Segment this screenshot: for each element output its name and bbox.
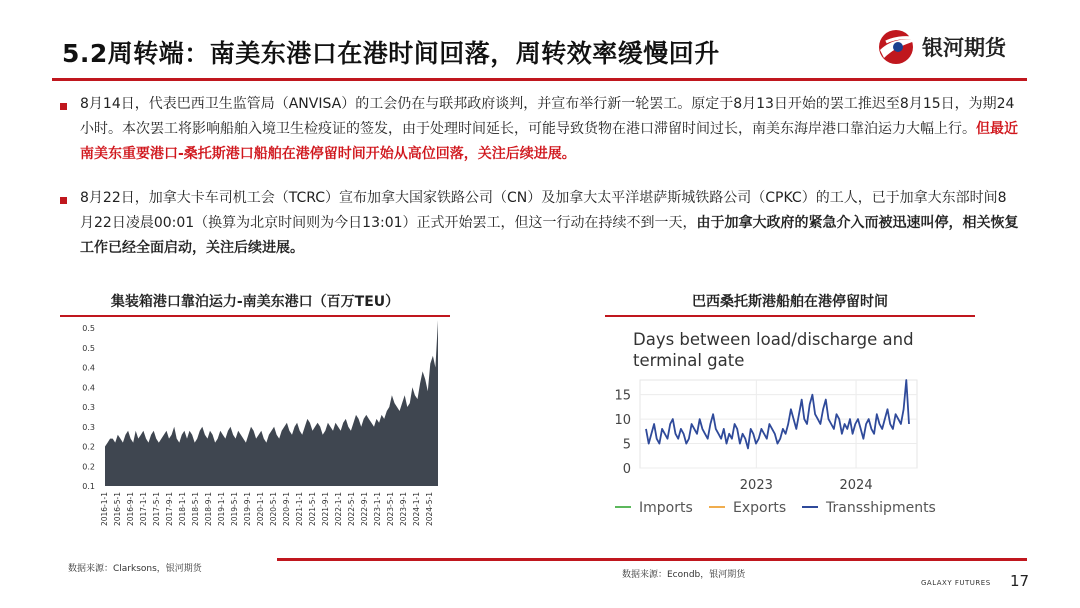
bullet-marker — [60, 190, 76, 204]
left-area-chart — [60, 318, 450, 548]
y-tick-label: 0.5 — [82, 324, 95, 333]
x-tick-label: 2019-9-1 — [243, 492, 252, 527]
bullet-paragraph-1 — [80, 92, 1020, 167]
x-tick-label: 2016-9-1 — [126, 492, 135, 527]
brand-logo — [876, 28, 1036, 66]
x-tick-label: 2022-9-1 — [360, 492, 369, 527]
y-tick-label: 10 — [614, 413, 631, 429]
x-tick-label: 2023-9-1 — [399, 492, 408, 527]
x-tick-label: 2020-5-1 — [269, 492, 278, 527]
x-tick-label: 2018-9-1 — [204, 492, 213, 527]
galaxy-logo-icon — [876, 28, 920, 66]
x-tick-label: 2023 — [739, 478, 773, 493]
legend-label: Exports — [733, 500, 787, 516]
bullet-1-highlight: 但最近南美东重要港口-桑托斯港口船舶在港停留时间开始从高位回落，关注后续进展。 — [80, 121, 1018, 162]
brand-name: 银河期货 — [922, 36, 1006, 60]
x-tick-label: 2017-5-1 — [152, 492, 161, 527]
y-tick-label: 0.4 — [82, 363, 95, 373]
y-tick-label: 0.1 — [82, 482, 95, 491]
x-tick-label: 2022-1-1 — [334, 492, 343, 527]
y-tick-label: 0 — [622, 462, 631, 477]
x-tick-label: 2018-5-1 — [191, 492, 200, 527]
x-tick-label: 2017-1-1 — [139, 492, 148, 527]
y-tick-label: 0.2 — [82, 442, 95, 452]
x-tick-label: 2024-5-1 — [425, 492, 434, 527]
chart-title-line-1: Days between load/discharge and — [633, 330, 914, 349]
left-chart-divider — [60, 315, 450, 317]
y-tick-label: 15 — [614, 388, 631, 404]
right-chart-title: 巴西桑托斯港船舶在港停留时间 — [692, 294, 888, 310]
x-tick-label: 2019-5-1 — [230, 492, 239, 527]
bullet-paragraph-2 — [80, 186, 1020, 261]
y-tick-label: 0.4 — [82, 383, 95, 393]
legend-label: Imports — [639, 500, 693, 516]
right-line-chart — [605, 318, 975, 538]
y-tick-label: 0.5 — [82, 343, 95, 353]
x-tick-label: 2024 — [839, 478, 873, 493]
x-tick-label: 2020-9-1 — [282, 492, 291, 527]
y-tick-label: 0.3 — [82, 422, 95, 432]
left-chart-title: 集装箱港口靠泊运力-南美东港口（百万TEU） — [110, 294, 400, 310]
x-tick-label: 2022-5-1 — [347, 492, 356, 527]
area-series — [105, 320, 438, 486]
title-divider — [52, 78, 1027, 81]
x-tick-label: 2016-5-1 — [113, 492, 122, 527]
right-chart-divider — [605, 315, 975, 317]
x-tick-label: 2021-9-1 — [321, 492, 330, 527]
legend-label: Transshipments — [826, 500, 936, 516]
x-tick-label: 2021-1-1 — [295, 492, 304, 527]
page-title: 5.2周转端：南美东港口在港时间回落，周转效率缓慢回升 — [62, 39, 720, 68]
y-tick-label: 5 — [622, 437, 631, 453]
bullet-marker — [60, 96, 76, 110]
right-source: 数据来源：Econdb，银河期货 — [622, 570, 746, 580]
footer-brand: GALAXY FUTURES — [921, 579, 991, 587]
x-tick-label: 2020-1-1 — [256, 492, 265, 527]
left-source: 数据来源：Clarksons，银河期货 — [68, 564, 202, 574]
x-tick-label: 2023-1-1 — [373, 492, 382, 527]
bullet-1-text: 8月14日，代表巴西卫生监管局（ANVISA）的工会仍在与联邦政府谈判，并宣布举行新一轮罢工。原定于8月13日开始的罢工推迟至8月15日，为期24小时。本次罢工将影响船舶入境卫生检疫证的签发，由于处理时间延长，可能导致货物在港口滞留时间过长，南美东海岸港口靠泊运力大幅上行。 — [80, 96, 1015, 137]
x-tick-label: 2016-1-1 — [100, 492, 109, 527]
chart-title-line-2: terminal gate — [633, 351, 745, 370]
x-tick-label: 2024-1-1 — [412, 492, 421, 527]
transshipments-line — [646, 380, 909, 448]
y-tick-label: 0.3 — [82, 403, 95, 412]
x-tick-label: 2018-1-1 — [178, 492, 187, 527]
x-tick-label: 2017-9-1 — [165, 492, 174, 527]
x-tick-label: 2019-1-1 — [217, 492, 226, 527]
bullet-2-highlight: 由于加拿大政府的紧急介入而被迅速叫停，相关恢复工作已经全面启动，关注后续进展。 — [80, 215, 1019, 256]
y-tick-label: 0.2 — [82, 462, 95, 472]
footer-divider — [277, 558, 1027, 561]
x-tick-label: 2023-5-1 — [386, 492, 395, 527]
x-tick-label: 2021-5-1 — [308, 492, 317, 527]
page-number: 17 — [1010, 572, 1030, 590]
bullet-2-text: 8月22日，加拿大卡车司机工会（TCRC）宣布加拿大国家铁路公司（CN）及加拿大太平洋堪萨斯城铁路公司（CPKC）的工人，已于加拿大东部时间8月22日凌晨00:01（换算为北京时间则为今日13:01）正式开始罢工，但这一行动在持续不到一天， — [80, 190, 1007, 231]
